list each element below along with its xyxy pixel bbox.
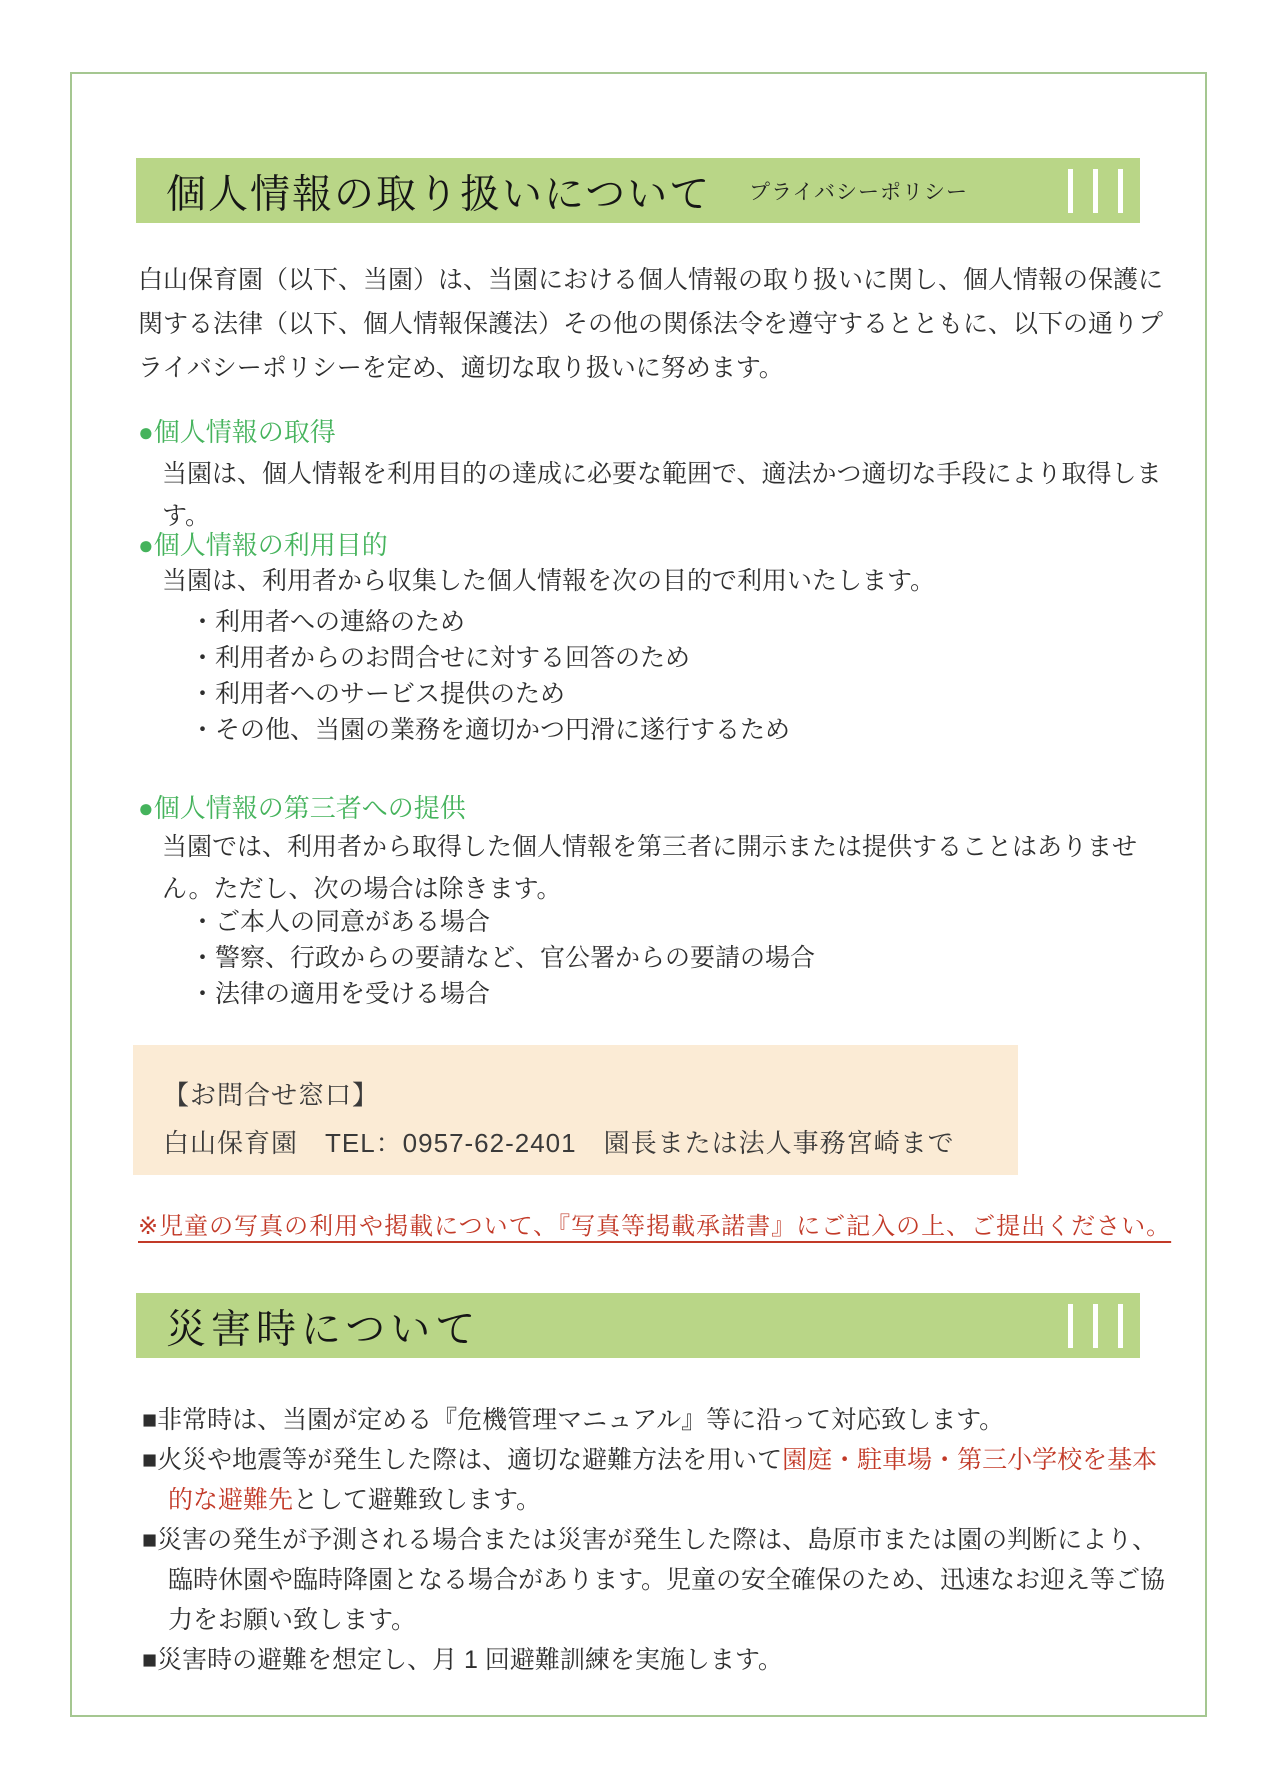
body-third-party-provision: 当園では、利用者から取得した個人情報を第三者に開示または提供することはありません。ただし、次の場合は除きます。	[162, 833, 1138, 903]
list-item: ・利用者へのサービス提供のため	[190, 680, 566, 708]
contact-label: 【お問合せ窓口】	[163, 1080, 380, 1110]
disaster-item-text: ■非常時は、当園が定める『危機管理マニュアル』等に沿って対応致します。	[142, 1406, 1005, 1434]
disaster-item	[142, 1400, 1177, 1440]
disaster-items	[142, 1400, 1177, 1680]
body-purpose-of-use: 当園は、利用者から収集した個人情報を次の目的で利用いたします。	[162, 567, 936, 595]
list-item: ・利用者への連絡のため	[190, 608, 466, 636]
heading-purpose-of-use: ●個人情報の利用目的	[138, 530, 388, 560]
list-item: ・ご本人の同意がある場合	[190, 908, 491, 936]
privacy-section-title: 個人情報の取り扱いについて	[166, 172, 712, 216]
photo-consent-note: ※児童の写真の利用や掲載について、『写真等掲載承諾書』にご記入の上、ご提出ください。	[138, 1213, 1172, 1240]
privacy-intro-paragraph: 白山保育園（以下、当園）は、当園における個人情報の取り扱いに関し、個人情報の保護に関する法律（以下、個人情報保護法）その他の関係法令を遵守するとともに、以下の通りプライバシーポリシーを定め、適切な取り扱いに努めます。	[138, 266, 1164, 382]
privacy-section-subtitle: プライバシーポリシー	[749, 180, 968, 204]
triple-bars-icon	[1068, 1304, 1123, 1348]
disaster-item-text: ■災害時の避難を想定し、月 1 回避難訓練を実施します。	[142, 1646, 783, 1674]
contact-box	[133, 1045, 1018, 1175]
contact-phone-line: 白山保育園 TEL：0957-62-2401 園長または法人事務宮崎まで	[163, 1128, 955, 1158]
triple-bars-icon	[1068, 169, 1123, 213]
privacy-section-header	[136, 158, 1140, 223]
third-party-exception-list	[190, 904, 815, 1012]
heading-personal-info-acquisition: ●個人情報の取得	[138, 417, 336, 447]
list-item: ・利用者からのお問合せに対する回答のため	[190, 644, 691, 672]
disaster-section-header	[136, 1293, 1140, 1358]
heading-third-party-provision: ●個人情報の第三者への提供	[138, 793, 466, 823]
list-item: ・法律の適用を受ける場合	[190, 980, 491, 1008]
disaster-item-text: ■火災や地震等が発生した際は、適切な避難方法を用いて	[142, 1446, 783, 1474]
disaster-item-text: として避難致します。	[293, 1486, 542, 1514]
disaster-item-text: ■災害の発生が予測される場合または災害が発生した際は、島原市または園の判断により、臨時休園や臨時降園となる場合があります。児童の安全確保のため、迅速なお迎え等ご協力をお願い致します。	[142, 1526, 1166, 1634]
list-item: ・その他、当園の業務を適切かつ円滑に遂行するため	[190, 716, 791, 744]
disaster-item	[142, 1640, 1177, 1680]
disaster-item	[142, 1440, 1177, 1520]
evacuation-sites-highlight: 園庭・駐車場・第三小学校を基本的な避難先	[168, 1446, 1158, 1514]
disaster-item	[142, 1520, 1177, 1640]
body-personal-info-acquisition: 当園は、個人情報を利用目的の達成に必要な範囲で、適法かつ適切な手段により取得します。	[162, 460, 1162, 530]
list-item: ・警察、行政からの要請など、官公署からの要請の場合	[190, 944, 816, 972]
purpose-of-use-list	[190, 604, 790, 748]
disaster-section-title: 災害時について	[166, 1307, 481, 1351]
